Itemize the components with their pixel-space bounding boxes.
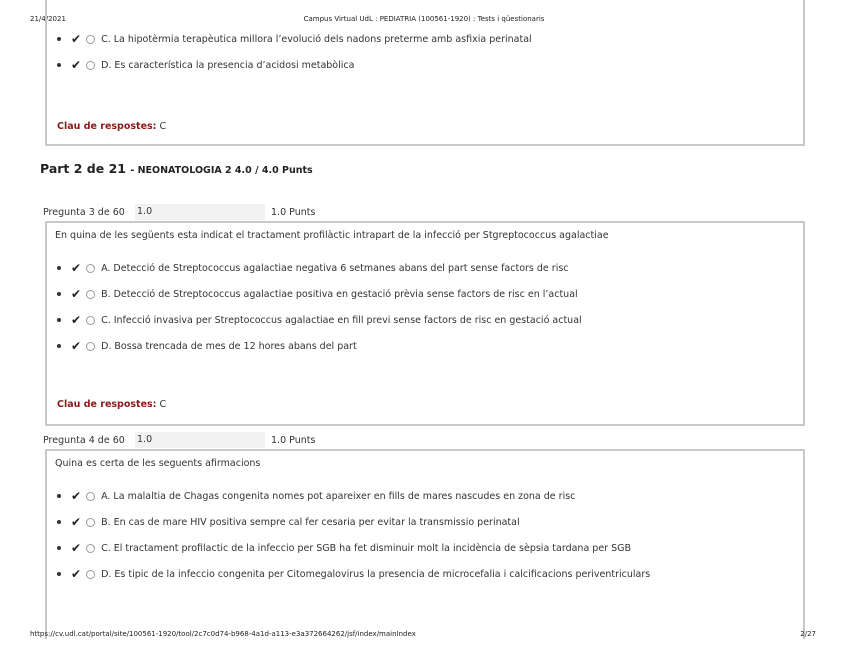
answer-key-label: Clau de respostes: — [57, 121, 157, 132]
score-field[interactable]: 1.0 — [135, 204, 265, 220]
bullet-icon — [57, 63, 61, 67]
radio-icon[interactable] — [86, 264, 95, 273]
radio-icon[interactable] — [86, 290, 95, 299]
radio-icon[interactable] — [86, 316, 95, 325]
radio-icon[interactable] — [86, 492, 95, 501]
option-label: A. Detecció de Streptococcus agalactiae negativa 6 setmanes abans del part sense factors de risc — [101, 262, 569, 274]
bullet-icon — [57, 344, 61, 348]
score-field[interactable]: 1.0 — [135, 432, 265, 448]
print-page-number: 2/27 — [800, 630, 816, 638]
question-box — [45, 449, 805, 639]
option-label: A. La malaltia de Chagas congenita nomes pot apareixer en fills de mares nascudes en zona de risc — [101, 490, 576, 502]
question-box — [45, 221, 805, 426]
radio-icon[interactable] — [86, 61, 95, 70]
radio-icon[interactable] — [86, 570, 95, 579]
check-icon: ✔ — [71, 541, 82, 555]
option-label: B. En cas de mare HIV positiva sempre cal fer cesaria per evitar la transmissio perinatal — [101, 516, 520, 528]
question-box-prev — [45, 0, 805, 146]
option-label: C. El tractament profilactic de la infeccio per SGB ha fet disminuir molt la incidència de sèpsia tardana per SGB — [101, 542, 631, 554]
option-item — [57, 255, 582, 281]
option-item — [57, 26, 532, 52]
check-icon: ✔ — [71, 489, 82, 503]
option-item — [57, 509, 650, 535]
option-label: D. Es característica la presencia d’acidosi metabòlica — [101, 59, 355, 71]
option-label: C. Infecció invasiva per Streptococcus agalactiae en fill previ sense factors de risc en gestació actual — [101, 314, 582, 326]
answer-key-value: C — [159, 399, 167, 410]
check-icon: ✔ — [71, 58, 82, 72]
check-icon: ✔ — [71, 567, 82, 581]
answer-key-label: Clau de respostes: — [57, 399, 157, 410]
option-item — [57, 483, 650, 509]
bullet-icon — [57, 520, 61, 524]
question-label: Pregunta 3 de 60 — [43, 206, 125, 218]
bullet-icon — [57, 572, 61, 576]
option-label: B. Detecció de Streptococcus agalactiae positiva en gestació prèvia sense factors de risc en l’actual — [101, 288, 578, 300]
option-label: D. Es tipic de la infeccio congenita per Citomegalovirus la presencia de microcefalia i calcificacions periventriculars — [101, 568, 651, 580]
question-points: 1.0 Punts — [271, 434, 316, 446]
radio-icon[interactable] — [86, 35, 95, 44]
option-item — [57, 307, 582, 333]
part-heading — [40, 161, 313, 176]
question-points: 1.0 Punts — [271, 206, 316, 218]
bullet-icon — [57, 546, 61, 550]
check-icon: ✔ — [71, 339, 82, 353]
question-header — [43, 432, 315, 448]
check-icon: ✔ — [71, 261, 82, 275]
option-label: D. Bossa trencada de mes de 12 hores abans del part — [101, 340, 357, 352]
question-header — [43, 204, 315, 220]
bullet-icon — [57, 266, 61, 270]
option-item — [57, 561, 650, 587]
option-item — [57, 535, 650, 561]
answer-key-value: C — [159, 121, 167, 132]
print-title: Campus Virtual UdL : PEDIATRIA (100561-1920) : Tests i qüestionaris — [303, 15, 545, 23]
bullet-icon — [57, 318, 61, 322]
question-text: Quina es certa de les seguents afirmacions — [55, 458, 261, 469]
check-icon: ✔ — [71, 287, 82, 301]
answer-key — [57, 121, 166, 132]
check-icon: ✔ — [71, 32, 82, 46]
print-url: https://cv.udl.cat/portal/site/100561-1920/tool/2c7c0d74-b968-4a1d-a113-e3a372664262/jsf/index/mainIndex — [30, 630, 416, 638]
options-list — [57, 26, 532, 78]
check-icon: ✔ — [71, 515, 82, 529]
option-label: C. La hipotèrmia terapèutica millora l’evolució dels nadons preterme amb asfixia perinatal — [101, 33, 532, 45]
bullet-icon — [57, 37, 61, 41]
bullet-icon — [57, 494, 61, 498]
part-title: Part 2 de 21 — [40, 161, 126, 176]
option-item — [57, 52, 532, 78]
question-label: Pregunta 4 de 60 — [43, 434, 125, 446]
options-list — [57, 255, 582, 359]
check-icon: ✔ — [71, 313, 82, 327]
bullet-icon — [57, 292, 61, 296]
print-date: 21/4/2021 — [30, 15, 66, 23]
radio-icon[interactable] — [86, 518, 95, 527]
question-text: En quina de les següents esta indicat el tractament profilàctic intrapart de la infecció per Stgreptococcus agalactiae — [55, 230, 609, 241]
radio-icon[interactable] — [86, 544, 95, 553]
answer-key — [57, 399, 166, 410]
option-item — [57, 281, 582, 307]
part-subtitle: - NEONATOLOGIA 2 4.0 / 4.0 Punts — [130, 165, 313, 176]
option-item — [57, 333, 582, 359]
radio-icon[interactable] — [86, 342, 95, 351]
options-list — [57, 483, 650, 587]
